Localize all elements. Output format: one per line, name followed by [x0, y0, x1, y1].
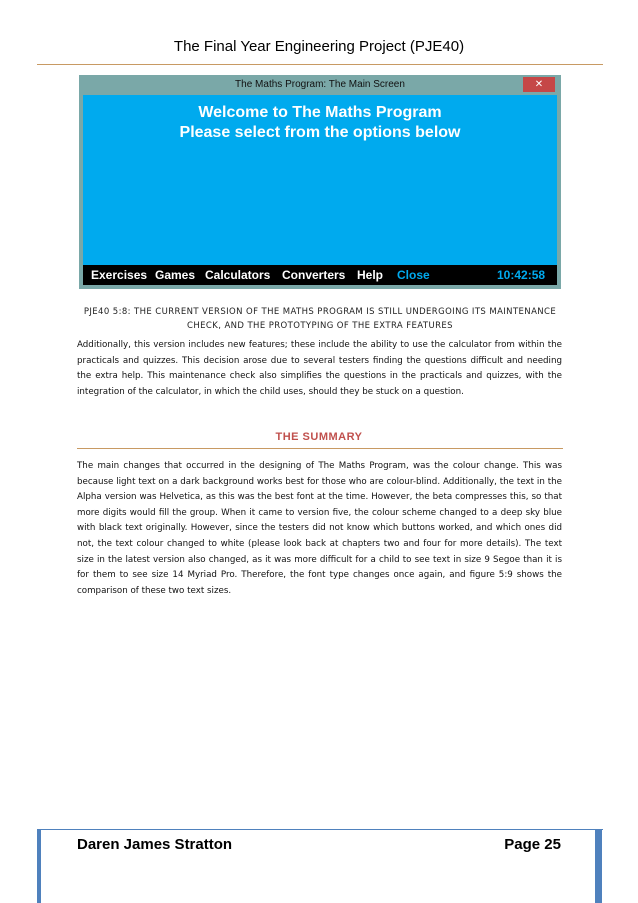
section-divider	[77, 448, 563, 449]
app-main-screen	[83, 95, 557, 285]
figure-caption: PJE40 5:8: THE CURRENT VERSION OF THE MATHS PROGRAM IS STILL UNDERGOING ITS MAINTENANCE CHECK, AND THE PROTOTYPING OF THE EXTRA FEATURES	[83, 307, 557, 331]
footer-right-bar	[595, 830, 602, 903]
header-divider	[37, 64, 603, 65]
menu-games[interactable]: Games	[155, 268, 196, 282]
welcome-line-2: Please select from the options below	[179, 124, 461, 141]
app-menu-bar	[83, 265, 557, 285]
menu-close[interactable]: Close	[397, 268, 430, 282]
footer-page-number: Page 25	[504, 836, 561, 853]
menu-calculators[interactable]: Calculators	[205, 268, 271, 282]
body-paragraph-2: The main changes that occurred in the designing of The Maths Program, was the colour change. This was because light text on a dark background works best for those who are colour-blind. Additionally, the text in the Alpha version was Helvetica, as this was the best font at the time. However, the beta compresses this, so that more digits would fill the group. When it came to version five, the colour scheme changed to a deep sky blue with black text originally. However, since the testers did not know which buttons worked, and which ones did not, the text colour changed to white (please look back at chapters two and four for more details). The text size in the latest version also changed, as it was more difficult for a child to see text in size 9 Segoe than it is for them to see size 14 Myriad Pro. Therefore, the font type changes once again, and figure 5:9 shows the comparison of these two text sizes.	[77, 461, 562, 596]
app-titlebar	[79, 75, 561, 95]
welcome-message	[83, 103, 557, 143]
welcome-line-1: Welcome to The Maths Program	[198, 104, 442, 121]
footer-left-bar	[37, 830, 41, 903]
page-header-title: The Final Year Engineering Project (PJE40)	[173, 38, 465, 55]
close-icon[interactable]: ✕	[523, 77, 555, 92]
app-window-title: The Maths Program: The Main Screen	[235, 79, 405, 90]
menu-help[interactable]: Help	[357, 268, 384, 282]
app-clock: 10:42:58	[497, 268, 546, 282]
section-heading: THE SUMMARY	[275, 431, 363, 443]
embedded-app-screenshot	[79, 75, 561, 289]
footer-divider	[37, 829, 603, 830]
body-paragraph-1: Additionally, this version includes new features; these include the ability to use the calculator from within the practicals and quizzes. This decision arose due to several testers finding the questions difficult and needing the extra help. This maintenance check also simplifies the questions in the practicals and quizzes, with the integration of the calculator, in which the child uses, should they be stuck on a question.	[77, 340, 562, 397]
footer-author: Daren James Stratton	[77, 836, 233, 853]
menu-converters[interactable]: Converters	[282, 268, 346, 282]
menu-exercises[interactable]: Exercises	[91, 268, 148, 282]
